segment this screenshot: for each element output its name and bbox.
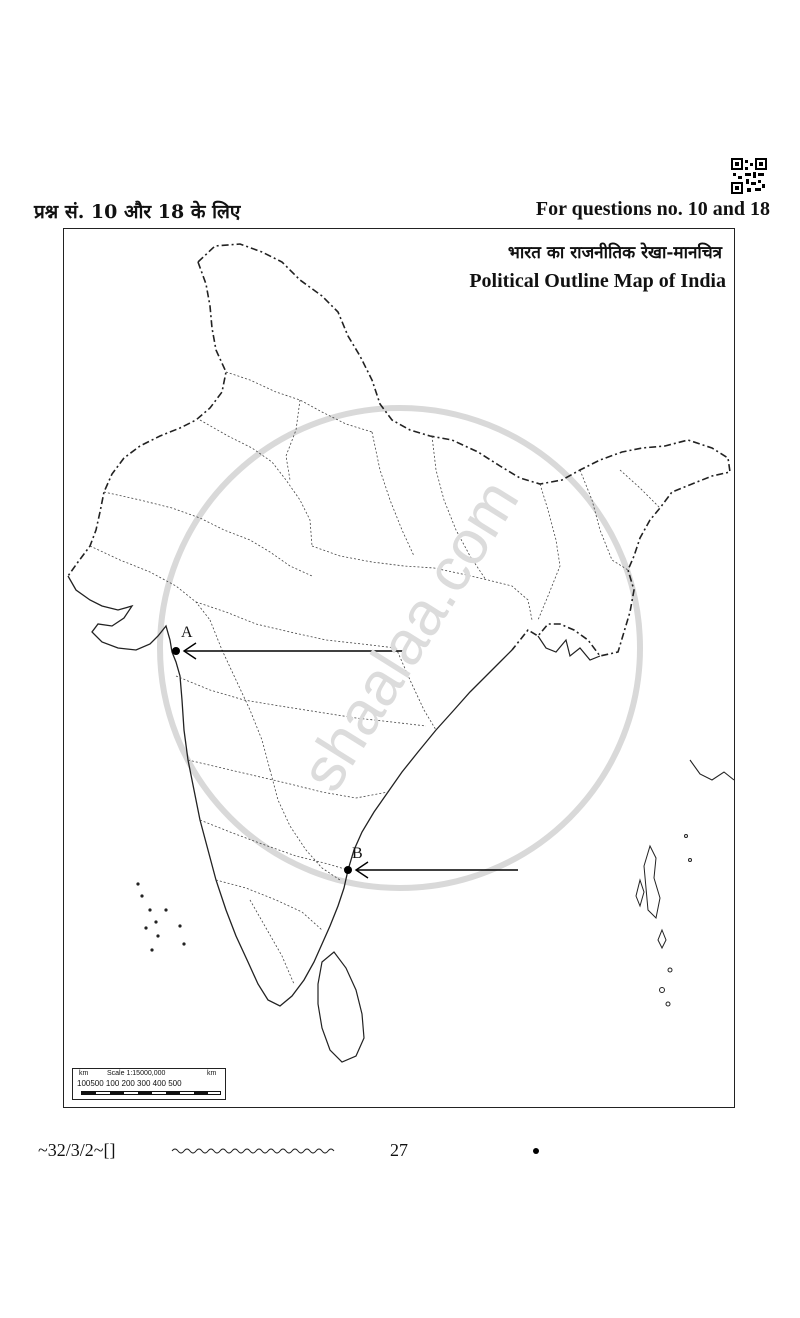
- footer-wavy-line: [172, 1149, 334, 1153]
- lakshadweep-islands: [136, 882, 185, 951]
- marker-a-dot: [172, 647, 180, 655]
- scale-bar-box: [72, 1068, 226, 1100]
- andaman-nicobar-islands: [636, 835, 692, 1007]
- northeast-coastline: [538, 636, 600, 660]
- header-question-ref-hindi: प्रश्न सं. 10 और 18 के लिए: [34, 201, 241, 223]
- header-question-ref-english: For questions no. 10 and 18: [535, 198, 770, 220]
- myanmar-coast-fragment: [690, 760, 734, 780]
- page-number: 27: [390, 1140, 408, 1160]
- scale-bar: [81, 1091, 221, 1095]
- scale-ratio: Scale 1:15000,000: [107, 1070, 166, 1077]
- marker-a-label: A: [181, 624, 193, 641]
- scale-tick-labels: 100500 100 200 300 400 500: [77, 1079, 182, 1088]
- paper-code: ~32/3/2~[]: [38, 1140, 116, 1160]
- sri-lanka-outline: [318, 952, 364, 1062]
- map-title-english: Political Outline Map of India: [469, 270, 726, 292]
- watermark-text: shaalaa.com: [287, 468, 533, 803]
- map-title-hindi: भारत का राजनीतिक रेखा-मानचित्र: [507, 243, 722, 263]
- marker-b-dot: [344, 866, 352, 874]
- india-west-boundary: [68, 262, 226, 576]
- marker-b-label: B: [352, 845, 363, 862]
- scale-unit-left: km: [79, 1070, 89, 1077]
- scale-unit-right: km: [207, 1070, 217, 1077]
- footer-dot: [533, 1148, 539, 1154]
